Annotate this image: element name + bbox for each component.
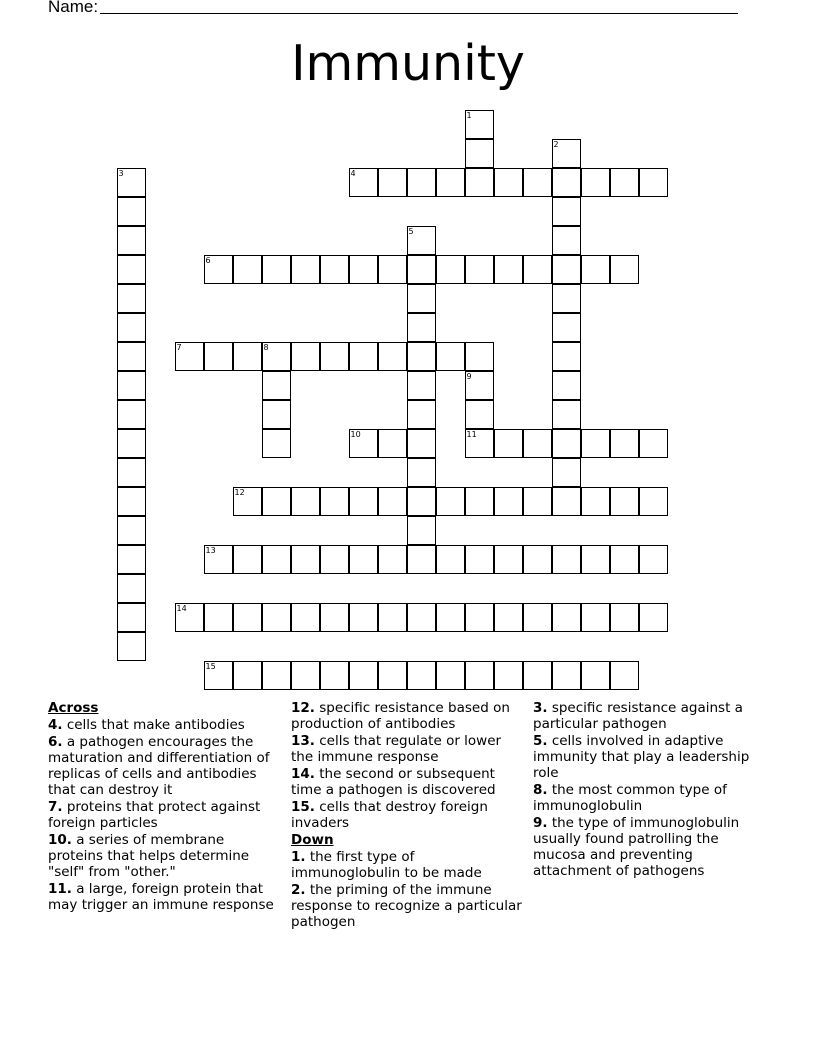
grid-cell[interactable]	[407, 284, 436, 313]
grid-cell[interactable]	[639, 603, 668, 632]
grid-cell[interactable]	[494, 545, 523, 574]
name-label: Name:	[48, 0, 99, 16]
across-clue	[291, 766, 523, 798]
grid-cell[interactable]	[610, 429, 639, 458]
grid-cell[interactable]	[552, 661, 581, 690]
grid-cell[interactable]	[436, 255, 465, 284]
grid-cell[interactable]	[523, 661, 552, 690]
grid-cell[interactable]	[581, 487, 610, 516]
across-clue	[48, 832, 278, 880]
clue-number-label: 3	[118, 168, 124, 178]
clue-number: 1.	[291, 849, 306, 865]
clue-number-label: 12	[234, 487, 245, 497]
grid-cell[interactable]	[407, 255, 436, 284]
clue-number-label: 1	[466, 110, 472, 120]
clue-number-label: 8	[263, 342, 269, 352]
grid-cell[interactable]	[349, 661, 378, 690]
clue-number: 7.	[48, 799, 63, 815]
clue-text: cells involved in adaptive immunity that play a leadership role	[533, 733, 750, 781]
grid-cell[interactable]	[378, 255, 407, 284]
grid-cell[interactable]	[117, 371, 146, 400]
grid-cell[interactable]	[523, 487, 552, 516]
grid-cell[interactable]	[291, 255, 320, 284]
across-clue-list	[48, 717, 278, 913]
grid-cell[interactable]	[407, 603, 436, 632]
grid-cell[interactable]	[581, 661, 610, 690]
grid-cell[interactable]	[233, 603, 262, 632]
grid-cell[interactable]	[552, 400, 581, 429]
grid-cell[interactable]	[465, 168, 494, 197]
clue-number-label: 14	[176, 603, 187, 613]
grid-cell[interactable]	[117, 197, 146, 226]
clue-number-label: 15	[205, 661, 216, 671]
grid-cell[interactable]	[552, 429, 581, 458]
clue-number: 14.	[291, 766, 315, 782]
clue-number: 11.	[48, 881, 72, 897]
clue-text: a large, foreign protein that may trigger an immune response	[48, 881, 274, 913]
grid-cell[interactable]	[117, 545, 146, 574]
grid-cell[interactable]	[378, 545, 407, 574]
grid-cell[interactable]	[349, 545, 378, 574]
grid-cell[interactable]	[320, 545, 349, 574]
grid-cell[interactable]	[639, 487, 668, 516]
down-clue	[533, 782, 773, 814]
grid-cell[interactable]	[378, 487, 407, 516]
across-clue	[291, 799, 523, 831]
grid-cell[interactable]	[523, 545, 552, 574]
grid-cell[interactable]	[465, 342, 494, 371]
clue-number-label: 7	[176, 342, 182, 352]
clue-number-label: 5	[408, 226, 414, 236]
clue-number: 3.	[533, 700, 548, 716]
clue-number: 13.	[291, 733, 315, 749]
grid-cell[interactable]	[204, 603, 233, 632]
clue-text: the type of immunoglobulin usually found patrolling the mucosa and preventing attachment of pathogens	[533, 815, 740, 879]
grid-cell[interactable]	[639, 545, 668, 574]
grid-cell[interactable]	[262, 545, 291, 574]
grid-cell[interactable]	[494, 429, 523, 458]
grid-cell[interactable]	[552, 458, 581, 487]
down-clue	[291, 882, 523, 930]
grid-cell[interactable]	[552, 313, 581, 342]
clue-text: cells that destroy foreign invaders	[291, 799, 488, 831]
clue-number-label: 11	[466, 429, 477, 439]
grid-cell[interactable]	[407, 400, 436, 429]
clue-text: the priming of the immune response to recognize a particular pathogen	[291, 882, 522, 930]
grid-cell[interactable]	[378, 168, 407, 197]
down-clue-list-continued	[533, 700, 773, 879]
grid-cell[interactable]	[494, 255, 523, 284]
clue-number-label: 6	[205, 255, 211, 265]
clue-number-label: 4	[350, 168, 356, 178]
grid-cell[interactable]	[291, 603, 320, 632]
grid-cell[interactable]	[117, 516, 146, 545]
grid-cell[interactable]	[349, 487, 378, 516]
clue-text: specific resistance against a particular pathogen	[533, 700, 743, 732]
clue-number-label: 9	[466, 371, 472, 381]
clue-number: 8.	[533, 782, 548, 798]
across-clue	[291, 700, 523, 732]
grid-cell[interactable]	[552, 487, 581, 516]
grid-cell[interactable]	[291, 661, 320, 690]
grid-cell[interactable]	[378, 429, 407, 458]
grid-cell[interactable]	[349, 342, 378, 371]
grid-cell[interactable]	[523, 168, 552, 197]
grid-cell[interactable]	[320, 342, 349, 371]
puzzle-title: Immunity	[291, 35, 525, 92]
down-clue	[291, 849, 523, 881]
grid-cell[interactable]	[117, 429, 146, 458]
grid-cell[interactable]	[407, 371, 436, 400]
grid-cell[interactable]	[407, 168, 436, 197]
grid-cell[interactable]	[436, 545, 465, 574]
across-clue	[48, 717, 278, 733]
grid-cell[interactable]	[262, 661, 291, 690]
across-clue	[48, 881, 278, 913]
grid-cell[interactable]	[465, 255, 494, 284]
grid-cell[interactable]	[552, 168, 581, 197]
grid-cell[interactable]	[233, 255, 262, 284]
grid-cell[interactable]	[581, 545, 610, 574]
grid-cell[interactable]	[552, 284, 581, 313]
grid-cell[interactable]	[291, 545, 320, 574]
clue-text: the most common type of immunoglobulin	[533, 782, 727, 814]
grid-cell[interactable]	[465, 545, 494, 574]
clue-number: 9.	[533, 815, 548, 831]
across-clue	[48, 799, 278, 831]
clue-text: cells that make antibodies	[62, 717, 245, 733]
grid-cell[interactable]	[262, 371, 291, 400]
clue-text: the second or subsequent time a pathogen is discovered	[291, 766, 496, 798]
grid-cell[interactable]	[291, 487, 320, 516]
grid-cell[interactable]	[523, 255, 552, 284]
grid-cell[interactable]	[436, 603, 465, 632]
grid-cell[interactable]	[262, 255, 291, 284]
clue-number-label: 10	[350, 429, 361, 439]
clues-column-3	[533, 700, 773, 880]
grid-cell[interactable]	[349, 603, 378, 632]
grid-cell[interactable]	[204, 342, 233, 371]
clue-text: proteins that protect against foreign particles	[48, 799, 261, 831]
grid-cell[interactable]	[523, 429, 552, 458]
grid-cell[interactable]	[581, 168, 610, 197]
grid-cell[interactable]	[610, 661, 639, 690]
grid-cell[interactable]	[552, 197, 581, 226]
grid-cell[interactable]	[117, 487, 146, 516]
grid-cell[interactable]	[465, 603, 494, 632]
down-heading: Down	[291, 832, 334, 848]
grid-cell[interactable]	[233, 342, 262, 371]
grid-cell[interactable]	[320, 255, 349, 284]
grid-cell[interactable]	[320, 487, 349, 516]
grid-cell[interactable]	[117, 226, 146, 255]
across-clue	[291, 733, 523, 765]
grid-cell[interactable]	[581, 255, 610, 284]
grid-cell[interactable]	[407, 516, 436, 545]
grid-cell[interactable]	[117, 342, 146, 371]
grid-cell[interactable]	[349, 255, 378, 284]
grid-cell[interactable]	[117, 313, 146, 342]
grid-cell[interactable]	[552, 545, 581, 574]
grid-cell[interactable]	[436, 661, 465, 690]
grid-cell[interactable]	[117, 255, 146, 284]
grid-cell[interactable]	[465, 139, 494, 168]
grid-cell[interactable]	[639, 168, 668, 197]
grid-cell[interactable]	[552, 255, 581, 284]
grid-cell[interactable]	[552, 226, 581, 255]
grid-cell[interactable]	[320, 603, 349, 632]
grid-cell[interactable]	[291, 342, 320, 371]
grid-cell[interactable]	[407, 487, 436, 516]
down-clue	[533, 733, 773, 781]
across-heading: Across	[48, 700, 99, 716]
grid-cell[interactable]	[465, 487, 494, 516]
grid-cell[interactable]	[523, 603, 552, 632]
down-clue	[533, 815, 773, 879]
grid-cell[interactable]	[117, 284, 146, 313]
clues-column-1	[48, 700, 278, 914]
clue-number: 4.	[48, 717, 63, 733]
grid-cell[interactable]	[117, 603, 146, 632]
grid-cell[interactable]	[407, 661, 436, 690]
grid-cell[interactable]	[407, 458, 436, 487]
grid-cell[interactable]	[117, 400, 146, 429]
grid-cell[interactable]	[262, 429, 291, 458]
clue-text: specific resistance based on production of antibodies	[291, 700, 510, 732]
grid-cell[interactable]	[494, 603, 523, 632]
grid-cell[interactable]	[610, 545, 639, 574]
down-clue	[533, 700, 773, 732]
grid-cell[interactable]	[233, 661, 262, 690]
clue-number: 10.	[48, 832, 72, 848]
clue-number: 15.	[291, 799, 315, 815]
grid-cell[interactable]	[436, 168, 465, 197]
clue-number-label: 13	[205, 545, 216, 555]
grid-cell[interactable]	[233, 545, 262, 574]
grid-cell[interactable]	[378, 603, 407, 632]
clues-column-2	[291, 700, 523, 931]
across-clue	[48, 734, 278, 798]
clue-number: 5.	[533, 733, 548, 749]
clue-number: 12.	[291, 700, 315, 716]
grid-cell[interactable]	[465, 661, 494, 690]
clue-text: cells that regulate or lower the immune response	[291, 733, 502, 765]
clue-text: a pathogen encourages the maturation and differentiation of replicas of cells and antibodies that can destroy it	[48, 734, 270, 798]
grid-cell[interactable]	[407, 545, 436, 574]
grid-cell[interactable]	[581, 429, 610, 458]
grid-cell[interactable]	[117, 574, 146, 603]
grid-cell[interactable]	[494, 661, 523, 690]
down-clue-list	[291, 849, 523, 930]
grid-cell[interactable]	[436, 342, 465, 371]
grid-cell[interactable]	[117, 632, 146, 661]
grid-cell[interactable]	[610, 168, 639, 197]
grid-cell[interactable]	[581, 603, 610, 632]
grid-cell[interactable]	[262, 603, 291, 632]
clue-text: the first type of immunoglobulin to be made	[291, 849, 482, 881]
grid-cell[interactable]	[117, 458, 146, 487]
grid-cell[interactable]	[494, 487, 523, 516]
grid-cell[interactable]	[407, 313, 436, 342]
grid-cell[interactable]	[378, 661, 407, 690]
grid-cell[interactable]	[610, 255, 639, 284]
grid-cell[interactable]	[610, 487, 639, 516]
grid-cell[interactable]	[465, 400, 494, 429]
grid-cell[interactable]	[407, 429, 436, 458]
clue-number-label: 2	[553, 139, 559, 149]
grid-cell[interactable]	[262, 400, 291, 429]
grid-cell[interactable]	[436, 487, 465, 516]
grid-cell[interactable]	[639, 429, 668, 458]
grid-cell[interactable]	[552, 371, 581, 400]
grid-cell[interactable]	[494, 168, 523, 197]
grid-cell[interactable]	[320, 661, 349, 690]
grid-cell[interactable]	[407, 342, 436, 371]
clue-number: 6.	[48, 734, 63, 750]
grid-cell[interactable]	[378, 342, 407, 371]
grid-cell[interactable]	[552, 342, 581, 371]
clue-text: a series of membrane proteins that helps determine "self" from "other."	[48, 832, 250, 880]
grid-cell[interactable]	[610, 603, 639, 632]
clue-number: 2.	[291, 882, 306, 898]
across-clue-list-continued	[291, 700, 523, 831]
grid-cell[interactable]	[262, 487, 291, 516]
grid-cell[interactable]	[552, 603, 581, 632]
